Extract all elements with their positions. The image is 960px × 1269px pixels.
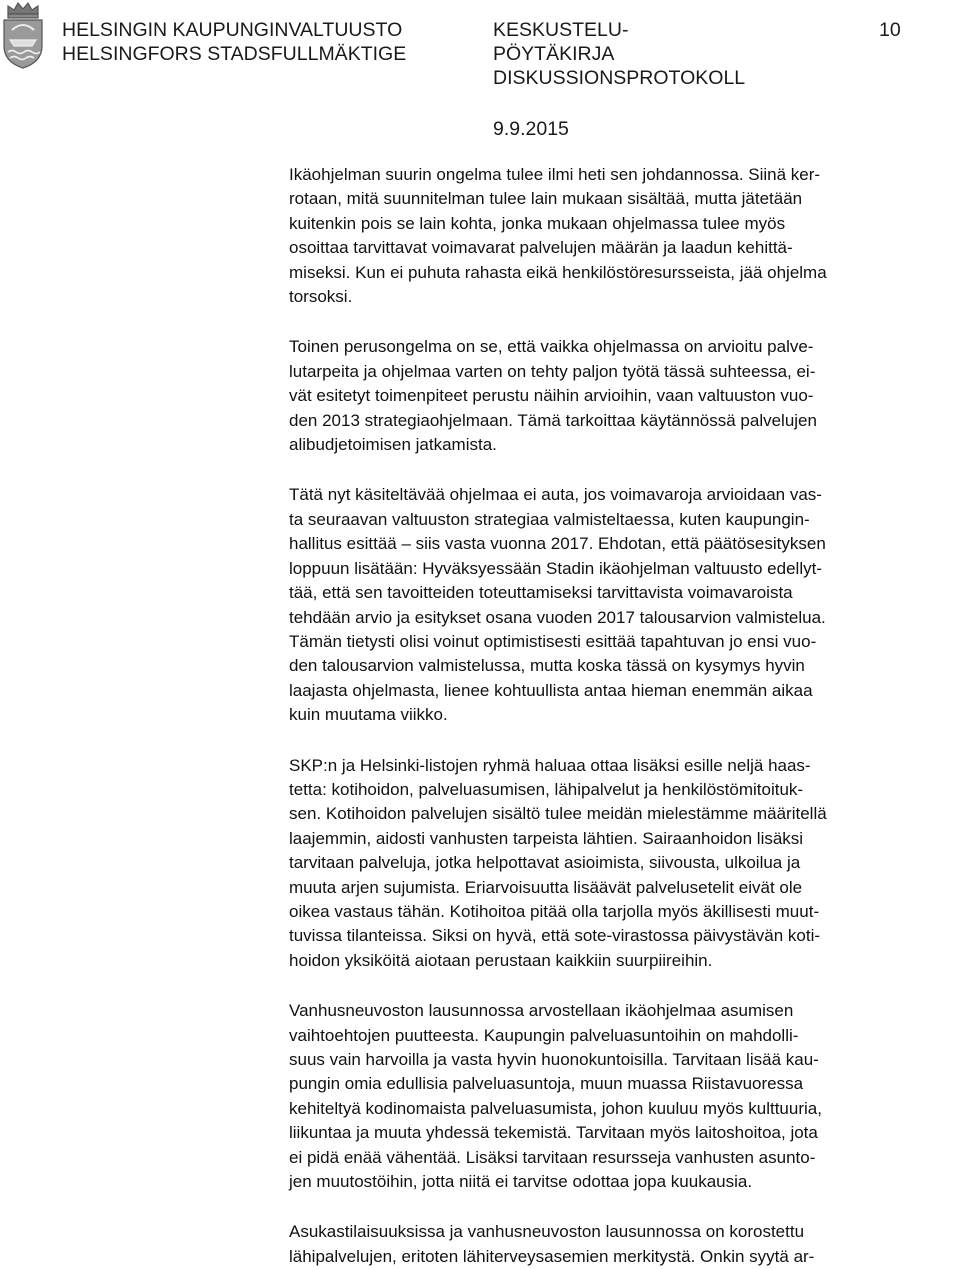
document-body: [289, 163, 957, 1269]
helsinki-coat-of-arms-icon: [0, 0, 46, 70]
organization-name: [62, 18, 406, 66]
organization-name-swedish: HELSINGFORS STADSFULLMÄKTIGE: [62, 43, 407, 65]
organization-name-finnish: HELSINGIN KAUPUNGINVALTUUSTO: [62, 19, 403, 41]
paragraph: Ikäohjelman suurin ongelma tulee ilmi heti sen johdannossa. Siinä ker- rotaan, mitä suunnitelman tulee lain mukaan sisältää, mutta jätetään kuitenkin pois se lain kohta, jonka mukaan ohjelmassa tulee myös osoittaa tarvittavat voimavarat palvelujen määrän ja laadun kehittä- miseksi. Kun ei puhuta rahasta eikä henkilöstöresursseista, jää ohjelma torsoksi.: [289, 165, 827, 307]
paragraph: Toinen perusongelma on se, että vaikka ohjelmassa on arvioitu palve- lutarpeita ja ohjelmaa varten on tehty paljon työtä tässä suhteessa, ei- vät esitetyt toimenpiteet perustu näihin arvioihin, vaan valtuuston vuo- den 2013 strategiaohjelmaan. Tämä tarkoittaa käytännössä palvelujen alibudjetoimisen jatkamista.: [289, 337, 817, 455]
document-date: 9.9.2015: [493, 118, 569, 140]
document-type-line-2: PÖYTÄKIRJA: [493, 43, 615, 65]
paragraph: SKP:n ja Helsinki-listojen ryhmä haluaa ottaa lisäksi esille neljä haas- tetta: kotihoidon, palveluasumisen, lähipalvelut ja henkilöstömitoituk- sen. Kotihoidon palvelujen sisältö tulee meidän mielestämme määritellä laajemmin, aidosti vanhusten tarpeista lähtien. Sairaanhoidon lisäksi tarvitaan palveluja, jotka helpottavat asioimista, siivousta, ulkoilua ja muuta arjen sujumista. Eriarvoisuutta lisäävät palvelusetelit eivät ole oikea vastaus tähän. Kotihoitoa pitää olla tarjolla myös äkillisesti muut- tuvissa tilanteissa. Siksi on hyvä, että sote-virastossa päivystävän koti- hoidon yksiköitä aiotaan perustaan kaikkiin suurpiireihin.: [289, 755, 827, 970]
document-type: [493, 18, 745, 90]
document-type-line-1: KESKUSTELU-: [493, 19, 629, 41]
paragraph: Tätä nyt käsiteltävää ohjelmaa ei auta, jos voimavaroja arvioidaan vas- ta seuraavan valtuuston strategiaa valmisteltaessa, kuten kaupungin- hallitus esittää – siis vasta vuonna 2017. Ehdotan, että päätösesityksen loppuun lisätään: Hyväksyessään Stadin ikäohjelman valtuusto edellyt- tää, että sen tavoitteiden toteuttamiseksi tarvittavista voimavaroista tehdään arvio ja esitykset osana vuoden 2017 talousarvion valmistelua. Tämän tietysti olisi voinut optimistisesti esittää tapahtuvan jo ensi vuo- den talousarvion valmistelussa, mutta koska tässä on kysymys hyvin laajasta ohjelmasta, lienee kohtuullista antaa hieman enemmän aikaa kuin muutama viikko.: [289, 485, 826, 725]
page-number: 10: [879, 19, 901, 41]
paragraph: Asukastilaisuuksissa ja vanhusneuvoston lausunnossa on korostettu lähipalvelujen, eritoten lähiterveysasemien merkitystä. Onkin syytä ar-: [289, 1222, 815, 1266]
paragraph: Vanhusneuvoston lausunnossa arvostellaan ikäohjelmaa asumisen vaihtoehtojen puutteesta. Kaupungin palveluasuntoihin on mahdolli- suus vain harvoilla ja vasta hyvin huonokuntoisilla. Tarvitaan lisää kau- pungin omia edullisia palveluasuntoja, muun muassa Riistavuoressa kehiteltyä kodinomaista palveluasumista, johon kuuluu myös kulttuuria, liikuntaa ja muuta yhdessä tekemistä. Tarvitaan myös laitoshoitoa, jota ei pidä enää vähentää. Lisäksi tarvitaan resursseja vanhusten asunto- jen muutostöihin, jotta niitä ei tarvitse odottaa jopa kuukausia.: [289, 1001, 822, 1192]
document-type-line-3: DISKUSSIONSPROTOKOLL: [493, 67, 746, 89]
